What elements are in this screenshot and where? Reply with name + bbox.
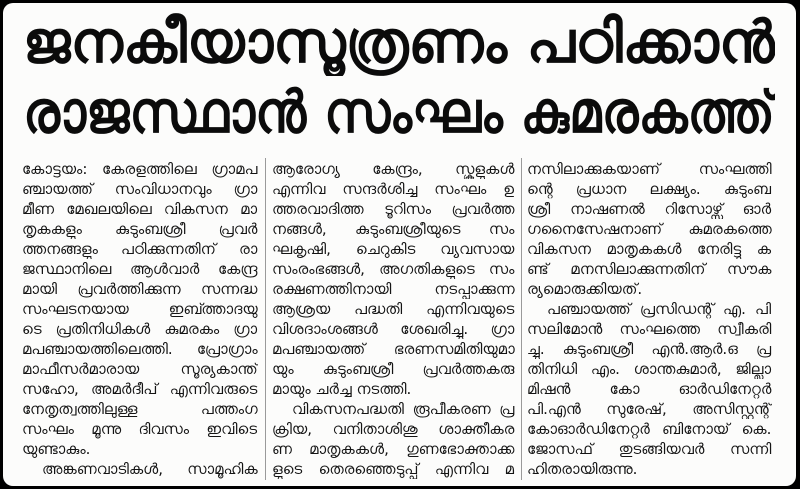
line-text: യുണ്ടാകും. — [22, 440, 91, 458]
article-line — [527, 279, 772, 299]
line-text: ടെ പ്രതിനിധികൾ കുമരകം ഗ്രാ — [22, 320, 258, 338]
line-text: സംഘം മൂന്നു ദിവസം ഇവിടെ — [22, 420, 258, 438]
line-text: ണ്ട് മനസിലാക്കുന്നതിന് സൗക — [527, 260, 772, 278]
line-text: ഹിതരായിരുന്നു. — [527, 460, 638, 478]
article-line — [527, 439, 772, 459]
article-line — [22, 259, 258, 279]
article-line — [527, 259, 772, 279]
article-line — [527, 379, 772, 399]
article-line — [272, 339, 515, 359]
article-line — [22, 219, 258, 239]
article-line — [272, 399, 515, 419]
line-text: ആരോഗ്യ കേന്ദ്രം, സ്കൂളുകൾ — [272, 160, 515, 178]
line-text: ത്തരവാദിത്ത ടൂറിസം പ്രവർത്ത — [272, 200, 515, 218]
line-text: വിശദാംശങ്ങൾ ശേഖരിച്ചു. ഗ്രാ — [272, 320, 515, 338]
article-line — [22, 419, 258, 439]
line-text: പഞ്ചായത്ത് പ്രസിഡന്റ് എ. പി — [547, 300, 772, 318]
article-line — [22, 239, 258, 259]
line-text: അങ്കണവാടികൾ, സാമൂഹിക — [42, 460, 258, 478]
article-column-3 — [527, 159, 772, 481]
article-column-2 — [272, 159, 515, 481]
line-text: നേതൃത്വത്തിലുള്ള പത്തംഗ — [22, 400, 258, 418]
article-line — [22, 179, 258, 199]
line-text: മപഞ്ചായത്ത് ഭരണസമിതിയുമാ — [272, 340, 515, 358]
article-column-1 — [22, 159, 258, 481]
line-text: മാഫീസർമാരായ സൂര്യകാന്ത് — [22, 360, 258, 378]
article-line — [22, 199, 258, 219]
article-line — [272, 279, 515, 299]
line-text: സംരംഭങ്ങൾ, അഗതികളുടെ സം — [272, 260, 515, 278]
article-line — [272, 439, 515, 459]
article-line — [527, 419, 772, 439]
article-line — [272, 239, 515, 259]
line-text: മായും ചർച്ച നടത്തി. — [272, 380, 412, 398]
article-line — [527, 219, 772, 239]
article-line — [22, 159, 258, 179]
line-text: ത്തനങ്ങളും പഠിക്കുന്നതിന് രാ — [22, 240, 258, 258]
line-text: യും കുടുംബശ്രീ പ്രവർത്തകരു — [272, 360, 515, 378]
article-line — [22, 339, 258, 359]
line-text: നസിലാക്കുകയാണ് സംഘത്തി — [527, 160, 772, 178]
line-text: ജസ്ഥാനിലെ ആൾവാർ കേന്ദ്ര — [22, 260, 258, 278]
article-line — [527, 339, 772, 359]
line-text: ണ മാതൃകകൾ, ഗുണഭോക്താക്ക — [272, 440, 515, 458]
line-text: തിനിധി എം. ശാന്തകുമാർ, ജില്ലാ — [527, 360, 772, 378]
line-text: രക്ഷണത്തിനായി നടപ്പാക്കുന്ന — [272, 280, 515, 298]
article-line — [527, 359, 772, 379]
article-line — [272, 219, 515, 239]
line-text: മിഷൻ കോ ഓർഡിനേറ്റർ — [527, 380, 772, 398]
line-text: ളുടെ തെരഞ്ഞെടുപ്പ് എന്നിവ മ — [272, 460, 515, 478]
article-line — [22, 379, 258, 399]
headline-line-1 — [23, 8, 775, 76]
article-line — [22, 279, 258, 299]
line-text: ക്രിയ, വനിതാശിശു ശാക്തീകര — [272, 420, 515, 438]
line-text: സലിമോൻ സംഘത്തെ സ്വീകരി — [527, 320, 772, 338]
article-line — [527, 159, 772, 179]
article-line — [22, 359, 258, 379]
line-text: മപഞ്ചായത്തിലെത്തി. പ്രോഗ്രാം — [22, 340, 258, 358]
article-line — [527, 239, 772, 259]
line-text: മീണ മേഖലയിലെ വികസന മാ — [22, 200, 258, 218]
headline-line-2 — [23, 78, 775, 146]
column-rule — [521, 158, 522, 480]
article-line — [272, 179, 515, 199]
article-line — [272, 459, 515, 479]
newspaper-clipping — [3, 3, 796, 486]
article-line — [272, 419, 515, 439]
line-text: പി.എൻ സുരേഷ്, അസിസ്റ്റന്റ് — [527, 400, 772, 418]
article-line — [272, 199, 515, 219]
line-text: ന്റെ പ്രധാന ലക്ഷ്യം. കുടുംബ — [527, 180, 772, 198]
article-line — [272, 379, 515, 399]
line-text: സംഘടനയായ ഇബ്ത്താദയു — [22, 300, 258, 318]
article-line — [22, 299, 258, 319]
line-text: ആശ്രയ പദ്ധതി എന്നിവയുടെ — [272, 300, 515, 318]
line-text: സഹോ, അമർദീപ് എന്നിവരുടെ — [22, 380, 258, 398]
article-line — [22, 459, 258, 479]
line-text: തൃകകളും കുടുംബശ്രീ പ്രവർ — [22, 220, 258, 238]
article-line — [22, 319, 258, 339]
line-text: കോട്ടയം: കേരളത്തിലെ ഗ്രാമപ — [22, 160, 258, 178]
line-text: വികസന മാതൃകകൾ നേരിട്ടു ക — [527, 240, 772, 258]
line-text: ര്യമൊരുക്കിയത്. — [527, 280, 643, 298]
line-text: നങ്ങൾ, കുടുംബശ്രീയുടെ സം — [272, 220, 515, 238]
line-text: ഘകൃഷി, ചെറുകിട വ്യവസായ — [272, 240, 515, 258]
article-line — [527, 399, 772, 419]
article-line — [272, 359, 515, 379]
column-rule — [265, 158, 266, 480]
article-line — [272, 319, 515, 339]
article-line — [527, 199, 772, 219]
line-text: എന്നിവ സന്ദർശിച്ച സംഘം ഉ — [272, 180, 515, 198]
headline-text: ജനകീയാസൂത്രണം പഠിക്കാൻ — [23, 8, 775, 76]
article-line — [272, 159, 515, 179]
line-text: ച്ചു. കുടുംബശ്രീ എൻ.ആർ.ഒ പ്ര — [527, 340, 772, 358]
line-text: വികസനപദ്ധതി രൂപീകരണ പ്ര — [292, 400, 515, 418]
line-text: ഞ്ചായത്ത് സംവിധാനവും ഗ്രാ — [22, 180, 258, 198]
article-line — [527, 459, 772, 479]
line-text: ജോസഫ് തുടങ്ങിയവർ സന്നി — [527, 440, 772, 458]
line-text: കോഓർഡിനേറ്റർ ബിനോയ് കെ. — [527, 420, 772, 438]
article-line — [22, 439, 258, 459]
line-text: ശ്രീ നാഷണൽ റിസോഴ്സ് ഓർ — [527, 200, 772, 218]
headline-text: രാജസ്ഥാൻ സംഘം കുമരകത്ത് — [23, 78, 775, 146]
article-line — [527, 299, 772, 319]
article-line — [527, 319, 772, 339]
article-line — [272, 259, 515, 279]
article-line — [527, 179, 772, 199]
line-text: മായി പ്രവർത്തിക്കുന്ന സന്നദ്ധ — [22, 280, 258, 298]
article-line — [22, 399, 258, 419]
line-text: ഗനൈസേഷനാണ് കുമരകത്തെ — [527, 220, 772, 238]
article-line — [272, 299, 515, 319]
